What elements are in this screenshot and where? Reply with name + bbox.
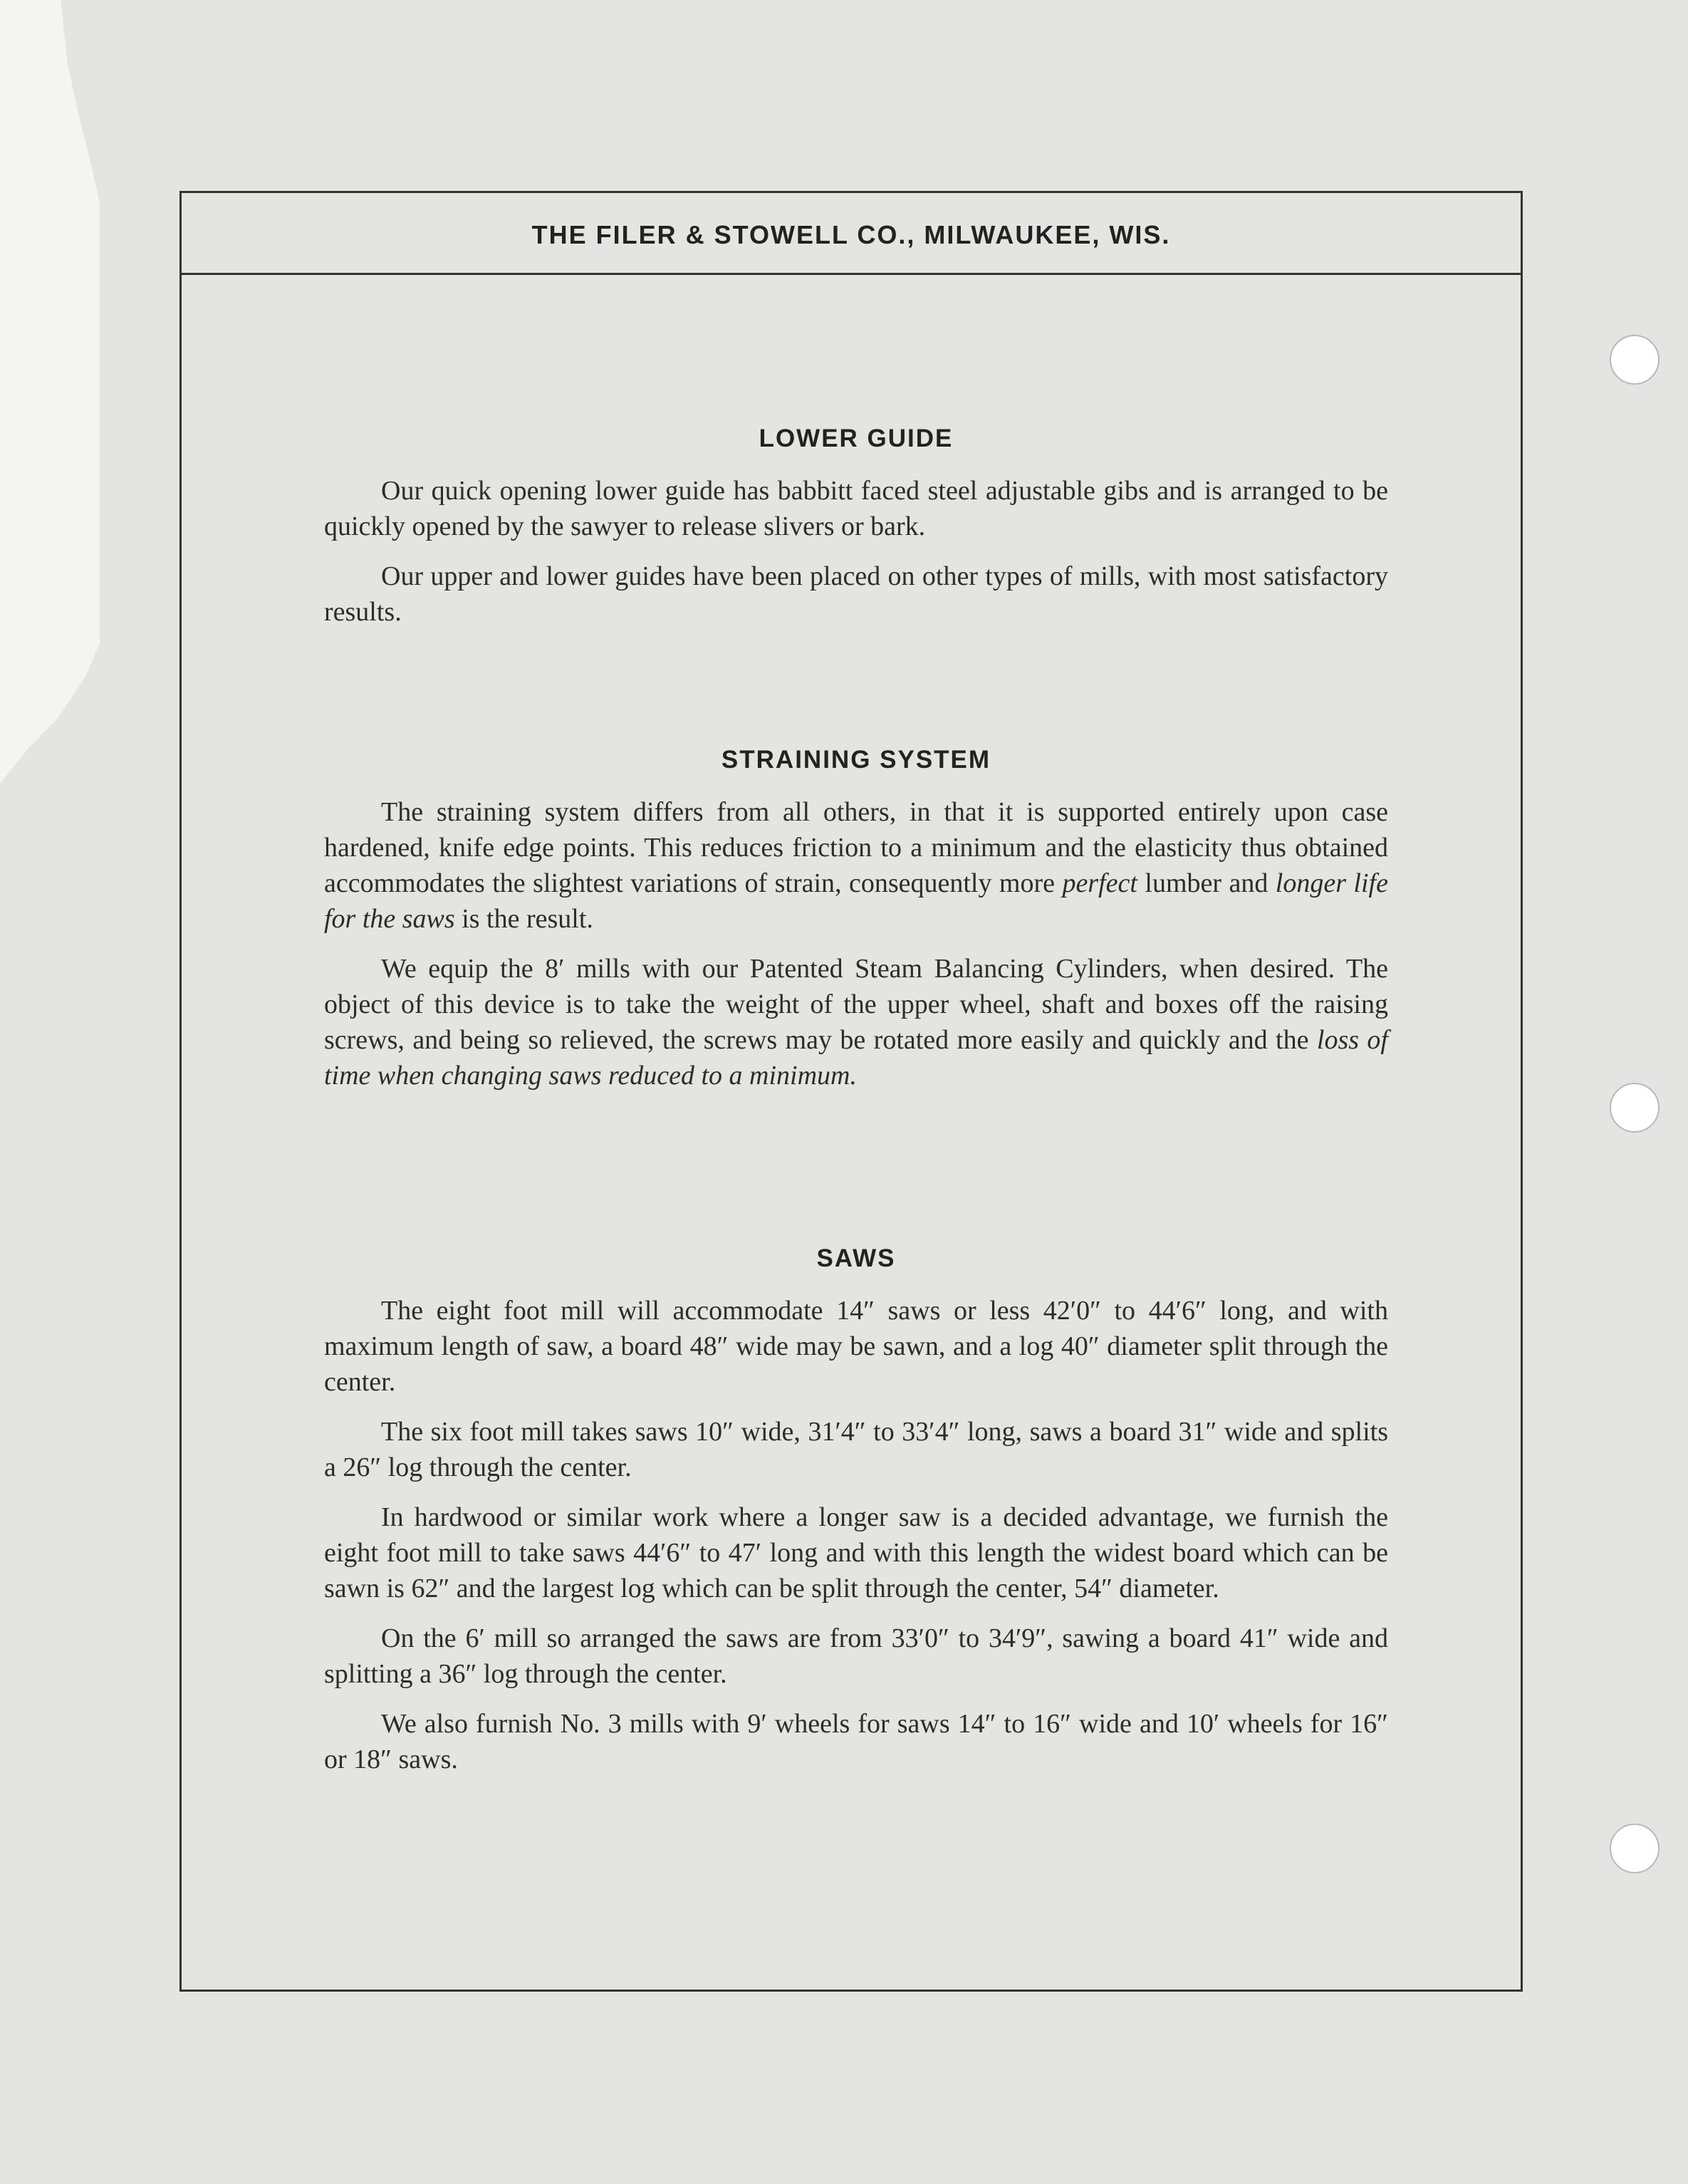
- italic-text: loss of time when changing saws reduced to a minimum.: [324, 1025, 1388, 1091]
- page-header: [182, 193, 1521, 275]
- italic-text: perfect: [1062, 868, 1137, 898]
- page-frame: [179, 191, 1523, 1992]
- paragraph-text: We equip the 8′ mills with our Patented Steam Balancing Cylinders, when desired. The object of this device is to take the weight of the upper wheel, shaft and boxes off the raising screws, and being so relieved, the screws may be rotated more easily and quickly and the: [324, 954, 1388, 1055]
- section-saws: [324, 1244, 1388, 1792]
- company-header-title: THE FILER & STOWELL CO., MILWAUKEE, WIS.: [531, 220, 1171, 249]
- paragraph-text: The straining system differs from all others, in that it is supported entirely upon case hardened, knife edge points. This reduces friction to a minimum and the elasticity thus obtained accommodates the slightest variations of strain, consequently more: [324, 797, 1388, 898]
- torn-page-edge: [0, 0, 100, 784]
- paragraph: In hardwood or similar work where a longer saw is a decided advantage, we furnish the eight foot mill to take saws 44′6″ to 47′ long and with this length the widest board which can be sawn is 62″ and the largest log which can be split through the center, 54″ diameter.: [324, 1502, 1388, 1603]
- punch-hole: [1610, 1083, 1660, 1133]
- paragraph: The eight foot mill will accommodate 14″ saws or less 42′0″ to 44′6″ long, and with maximum length of saw, a board 48″ wide may be sawn, and a log 40″ diameter split through the center.: [324, 1296, 1388, 1397]
- paragraph: [324, 794, 1388, 937]
- section-heading: LOWER GUIDE: [759, 425, 954, 452]
- italic-text: longer life for the saws: [324, 868, 1388, 934]
- paragraph: We also furnish No. 3 mills with 9′ wheels for saws 14″ to 16″ wide and 10′ wheels for 16″ or 18″ saws.: [324, 1709, 1388, 1774]
- paragraph: The six foot mill takes saws 10″ wide, 31′4″ to 33′4″ long, saws a board 31″ wide and splits a 26″ log through the center.: [324, 1417, 1388, 1482]
- punch-hole: [1610, 1824, 1660, 1873]
- section-lower-guide: [324, 425, 1388, 644]
- paragraph: Our upper and lower guides have been placed on other types of mills, with most satisfactory results.: [324, 561, 1388, 627]
- paragraph-text: lumber and: [1137, 868, 1276, 898]
- paragraph-text: is the result.: [454, 904, 593, 934]
- paragraph: Our quick opening lower guide has babbitt faced steel adjustable gibs and is arranged to be quickly opened by the sawyer to release slivers or bark.: [324, 476, 1388, 541]
- punch-hole: [1610, 335, 1660, 385]
- paragraph: On the 6′ mill so arranged the saws are from 33′0″ to 34′9″, sawing a board 41″ wide and splitting a 36″ log through the center.: [324, 1623, 1388, 1689]
- section-heading: SAWS: [816, 1244, 896, 1272]
- section-straining-system: [324, 746, 1388, 1108]
- paragraph: [324, 951, 1388, 1093]
- section-heading: STRAINING SYSTEM: [721, 746, 991, 774]
